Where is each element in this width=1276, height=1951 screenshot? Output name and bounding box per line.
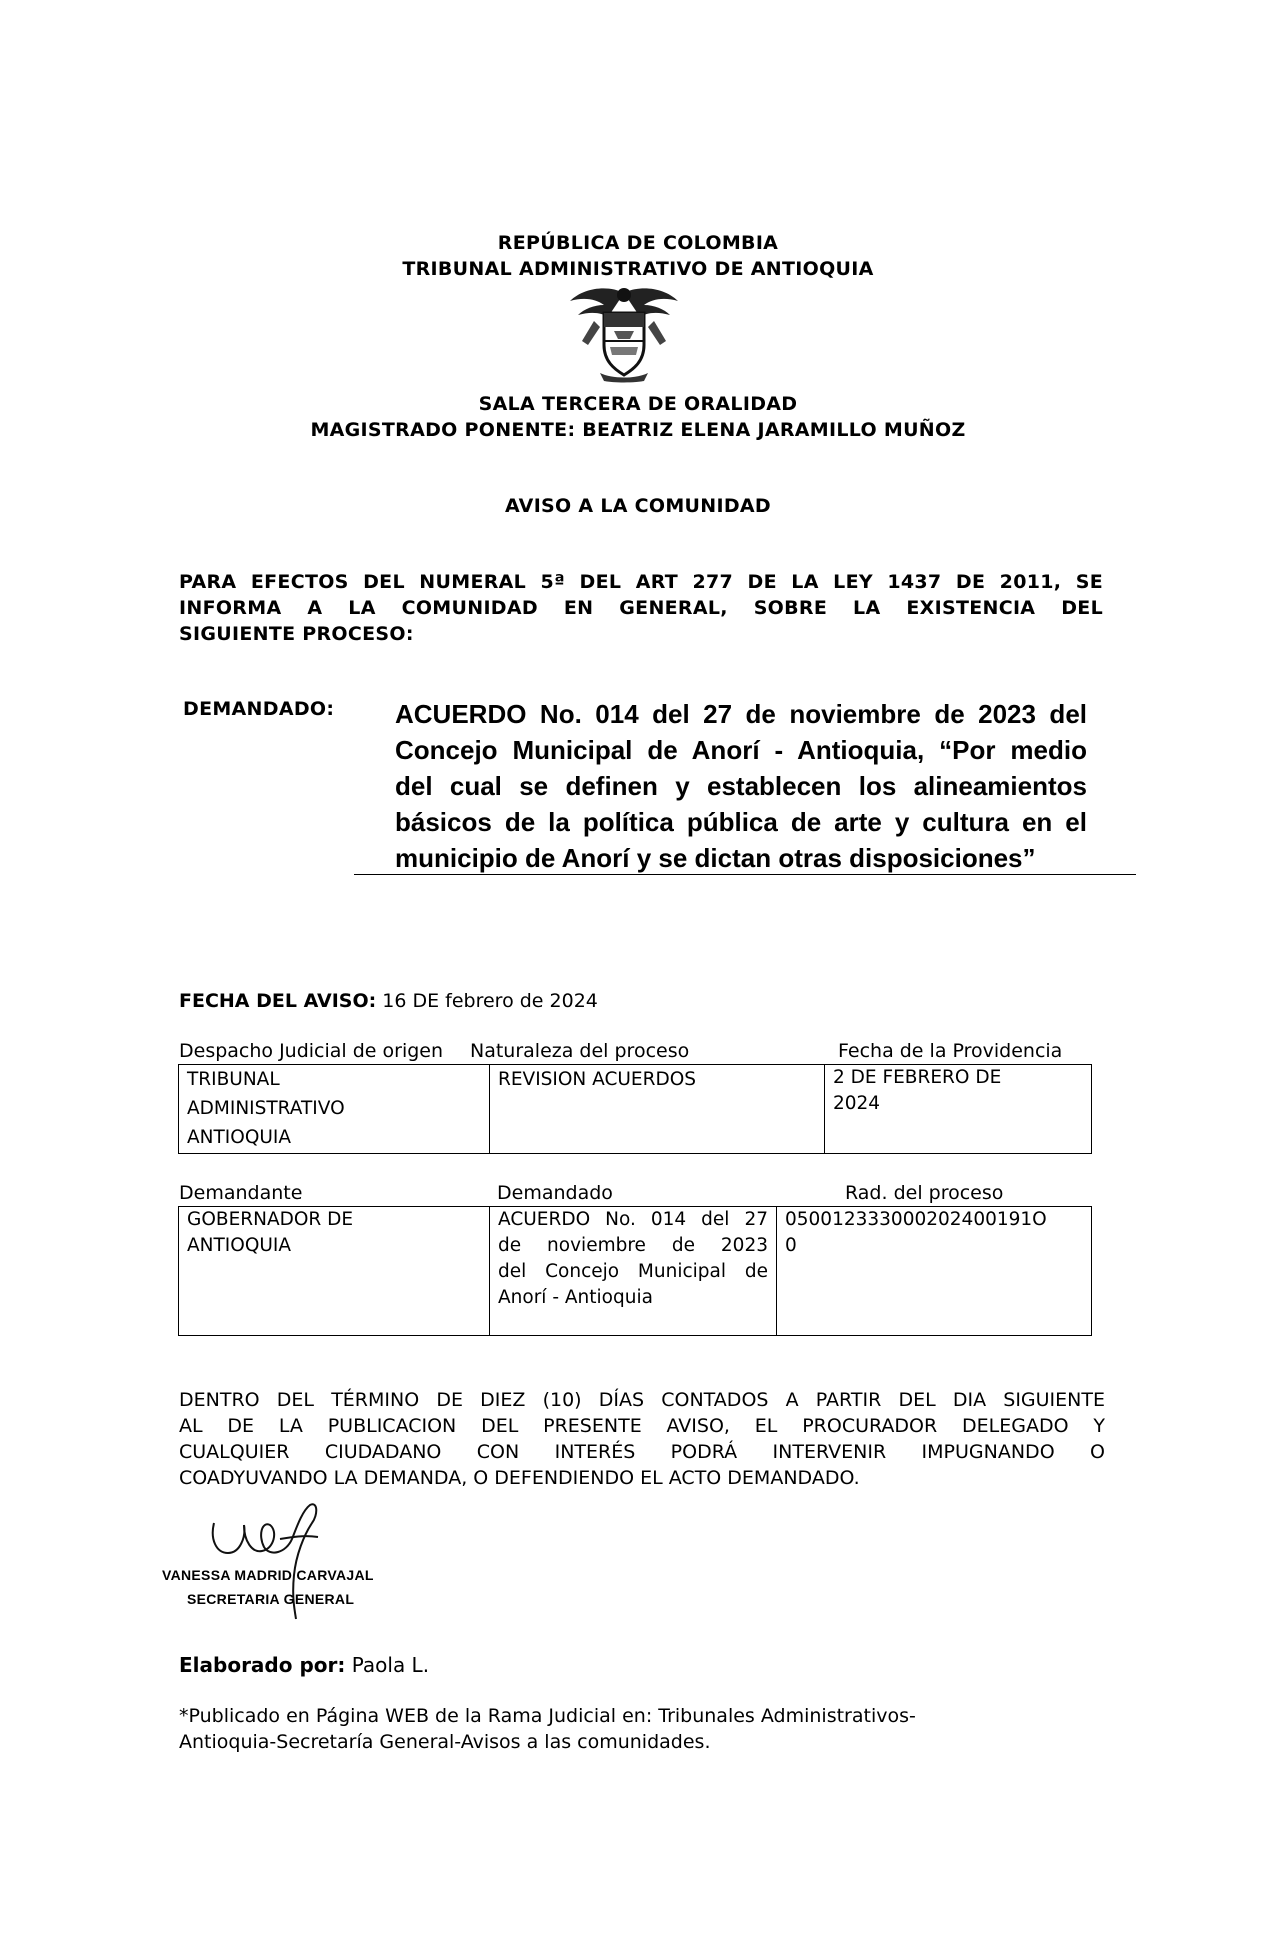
term-line: COADYUVANDO LA DEMANDA, O DEFENDIENDO EL ACTO DEMANDADO. — [179, 1467, 860, 1489]
demandado-label: DEMANDADO: — [183, 698, 335, 720]
court-heading: TRIBUNAL ADMINISTRATIVO DE ANTIOQUIA — [402, 258, 874, 280]
cell-line: TRIBUNAL — [187, 1069, 280, 1090]
demandado-line: ACUERDO No. 014 del 27 de noviembre de 2023 del — [395, 699, 1087, 729]
fecha-aviso-label: FECHA DEL AVISO: — [179, 990, 377, 1012]
table1 — [178, 1064, 1092, 1154]
signature-name: VANESSA MADRID CARVAJAL — [162, 1567, 374, 1583]
fecha-aviso-value: 16 DE febrero de 2024 — [382, 990, 598, 1012]
cell-line: 0 — [785, 1235, 797, 1256]
table1-cell-despacho — [179, 1065, 490, 1154]
cell-line: 050012333000202400191O — [785, 1209, 1047, 1230]
publicado-line: Antioquia-Secretaría General-Avisos a las comunidades. — [179, 1731, 711, 1753]
demandado-line: municipio de Anorí y se dictan otras disposiciones” — [395, 843, 1036, 873]
table-row — [179, 1207, 1092, 1336]
table2-cell-demandado — [490, 1207, 777, 1336]
colombia-coat-of-arms-icon — [564, 283, 684, 383]
cell-line: del Concejo Municipal de — [498, 1261, 768, 1282]
elaborado — [179, 1653, 429, 1677]
table2 — [178, 1206, 1092, 1336]
table2-header-demandante: Demandante — [179, 1182, 303, 1204]
cell-line: de noviembre de 2023 — [498, 1235, 768, 1256]
demandado-line: Concejo Municipal de Anorí - Antioquia, “Por medio — [395, 735, 1087, 765]
signature-title: SECRETARIA GENERAL — [187, 1591, 355, 1607]
fecha-aviso — [179, 990, 598, 1012]
elaborado-label: Elaborado por: — [179, 1653, 346, 1677]
intro-line-1: PARA EFECTOS DEL NUMERAL 5ª DEL ART 277 DE LA LEY 1437 DE 2011, SE — [179, 571, 1103, 593]
cell-line: Anorí - Antioquia — [498, 1287, 653, 1308]
table2-header-demandado: Demandado — [497, 1182, 613, 1204]
table-row — [179, 1065, 1092, 1154]
table1-cell-fecha — [825, 1065, 1092, 1154]
term-line: CUALQUIER CIUDADANO CON INTERÉS PODRÁ INTERVENIR IMPUGNANDO O — [179, 1441, 1105, 1463]
demandado-line: del cual se definen y establecen los alineamientos — [395, 771, 1087, 801]
table1-header-naturaleza: Naturaleza del proceso — [470, 1040, 690, 1062]
intro-line-3: SIGUIENTE PROCESO: — [179, 623, 414, 645]
publicado-line: *Publicado en Página WEB de la Rama Judicial en: Tribunales Administrativos- — [179, 1705, 916, 1727]
table1-header-fecha: Fecha de la Providencia — [838, 1040, 1063, 1062]
cell-line: 2024 — [833, 1093, 881, 1114]
cell-line: ACUERDO No. 014 del 27 — [498, 1209, 768, 1230]
notice-title: AVISO A LA COMUNIDAD — [504, 495, 772, 517]
term-paragraph — [179, 1387, 1105, 1491]
cell-line: ADMINISTRATIVO — [187, 1098, 345, 1119]
term-line: AL DE LA PUBLICACION DEL PRESENTE AVISO, EL PROCURADOR DELEGADO Y — [179, 1415, 1105, 1437]
demandado-description — [395, 696, 1087, 876]
cell-line: ANTIOQUIA — [187, 1127, 292, 1148]
demandado-line: básicos de la política pública de arte y cultura en el — [395, 807, 1087, 837]
cell-line: REVISION ACUERDOS — [498, 1069, 697, 1090]
table2-header-radicado: Rad. del proceso — [845, 1182, 1004, 1204]
table1-cell-naturaleza — [490, 1065, 825, 1154]
elaborado-value: Paola L. — [351, 1653, 430, 1677]
chamber-heading: SALA TERCERA DE ORALIDAD — [478, 393, 798, 415]
cell-line: ANTIOQUIA — [187, 1235, 292, 1256]
table2-cell-radicado — [777, 1207, 1092, 1336]
table2-cell-demandante — [179, 1207, 490, 1336]
intro-line-2: INFORMA A LA COMUNIDAD EN GENERAL, SOBRE LA EXISTENCIA DEL — [179, 597, 1103, 619]
country-heading: REPÚBLICA DE COLOMBIA — [497, 232, 779, 254]
magistrate-heading: MAGISTRADO PONENTE: BEATRIZ ELENA JARAMILLO MUÑOZ — [310, 419, 966, 441]
table1-header-despacho: Despacho Judicial de origen — [179, 1040, 444, 1062]
publicado-note — [179, 1703, 916, 1755]
cell-line: GOBERNADOR DE — [187, 1209, 354, 1230]
demandado-underline — [354, 874, 1136, 875]
term-line: DENTRO DEL TÉRMINO DE DIEZ (10) DÍAS CONTADOS A PARTIR DEL DIA SIGUIENTE — [179, 1389, 1105, 1411]
cell-line: 2 DE FEBRERO DE — [833, 1067, 1002, 1088]
